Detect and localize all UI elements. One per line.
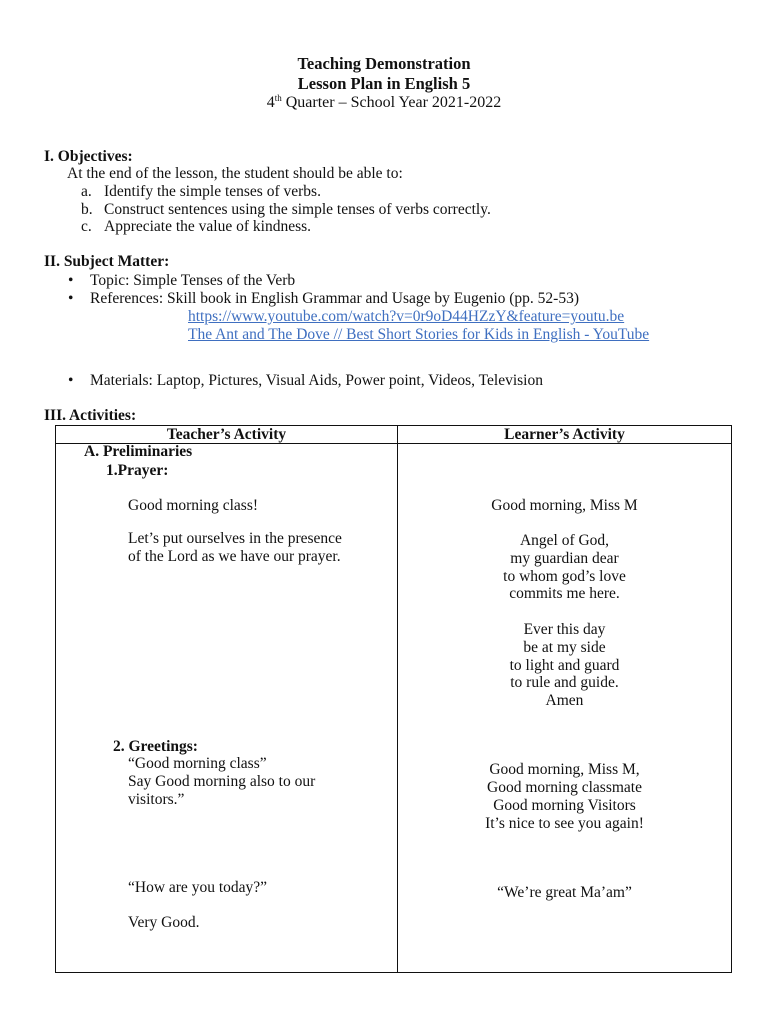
- quarter-number: 4: [266, 94, 275, 111]
- youtube-link[interactable]: https://www.youtube.com/watch?v=0r9oD44HZzY&feature=youtu.be: [188, 308, 625, 325]
- prayer-line: my guardian dear: [510, 549, 619, 567]
- objective-marker-a: a.: [81, 183, 92, 200]
- prayer-line: to light and guard: [509, 656, 620, 674]
- objectives-intro: At the end of the lesson, the student should be able to:: [67, 165, 403, 182]
- prayer-line: Ever this day: [523, 620, 606, 638]
- prayer-heading: 1.Prayer:: [106, 462, 169, 479]
- subject-matter-heading: II. Subject Matter:: [44, 253, 170, 270]
- objective-item-c: Appreciate the value of kindness.: [104, 218, 312, 235]
- story-video-link[interactable]: The Ant and The Dove // Best Short Stories for Kids in English - YouTube: [188, 326, 650, 343]
- prayer-line: Angel of God,: [519, 532, 610, 549]
- teacher-very-good: Very Good.: [128, 914, 200, 931]
- quarter-superscript: th: [274, 93, 282, 103]
- topic-item: • Topic: Simple Tenses of the Verb: [90, 272, 295, 290]
- learner-greetings: [397, 761, 732, 833]
- learner-greet-line: Good morning Visitors: [493, 797, 636, 814]
- activities-heading: III. Activities:: [44, 407, 137, 424]
- prayer-line: [397, 603, 732, 621]
- teacher-prayer-line2: of the Lord as we have our prayer.: [128, 548, 341, 565]
- teacher-how-question: “How are you today?”: [128, 879, 268, 896]
- document-title: Teaching Demonstration: [297, 54, 471, 73]
- prayer-line: be at my side: [523, 638, 606, 656]
- prayer-line: to whom god’s love: [503, 567, 626, 585]
- learner-greet-line: Good morning, Miss M,: [489, 761, 640, 778]
- greetings-heading: 2. Greetings:: [113, 738, 198, 755]
- document-subtitle: Lesson Plan in English 5: [297, 74, 471, 93]
- objective-item-b: Construct sentences using the simple tenses of verbs correctly.: [104, 201, 491, 218]
- objective-marker-b: b.: [81, 201, 93, 218]
- objectives-heading: I. Objectives:: [44, 148, 133, 165]
- prayer-line: to rule and guide.: [510, 674, 619, 692]
- learner-how-answer: “We’re great Ma’am”: [497, 884, 632, 901]
- learner-column-header: Learner’s Activity: [398, 426, 732, 444]
- learner-prayer-greeting: Good morning, Miss M: [491, 497, 638, 514]
- objective-marker-c: c.: [81, 218, 92, 235]
- learner-greet-line: Good morning classmate: [487, 779, 642, 796]
- teacher-greet-line2: Say Good morning also to our: [128, 773, 316, 790]
- objective-item-a: Identify the simple tenses of verbs.: [104, 183, 321, 200]
- quarter-text: Quarter – School Year 2021-2022: [281, 94, 502, 111]
- teacher-column-header: Teacher’s Activity: [56, 426, 398, 444]
- teacher-greet-line3: visitors.”: [128, 791, 185, 808]
- preliminaries-heading: A. Preliminaries: [84, 443, 193, 460]
- prayer-line: commits me here.: [509, 585, 620, 603]
- teacher-prayer-greeting: Good morning class!: [128, 497, 259, 514]
- references-item: • References: Skill book in English Grammar and Usage by Eugenio (pp. 52-53): [90, 290, 579, 308]
- teacher-greet-line1: “Good morning class”: [128, 755, 267, 772]
- learner-greet-line: It’s nice to see you again!: [485, 815, 644, 832]
- prayer-line: Amen: [545, 692, 584, 710]
- materials-item: • Materials: Laptop, Pictures, Visual Aids, Power point, Videos, Television: [90, 372, 543, 390]
- prayer-text: [397, 532, 732, 710]
- teacher-prayer-line1: Let’s put ourselves in the presence: [128, 530, 342, 547]
- quarter-line: [0, 94, 768, 112]
